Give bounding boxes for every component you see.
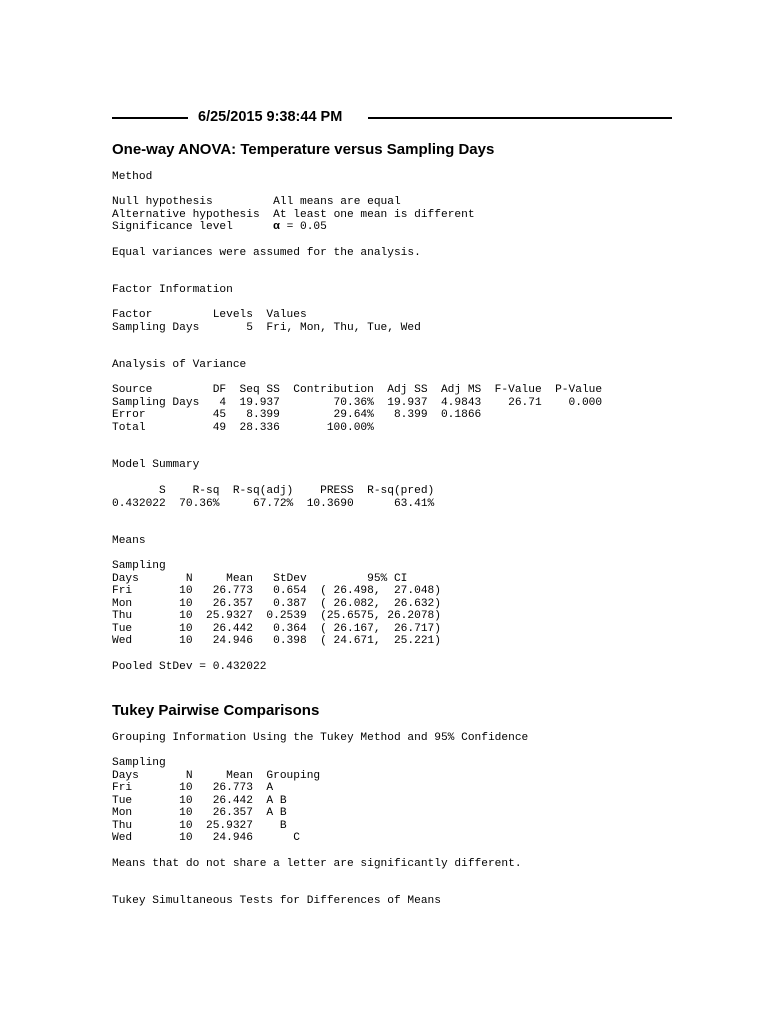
grouping-row-thu: Thu 10 25.9327 B (112, 819, 287, 832)
null-hypothesis-value: All means are equal (273, 196, 401, 208)
model-summary-heading: Model Summary (112, 459, 200, 471)
tukey-simultaneous-tests-heading: Tukey Simultaneous Tests for Differences of Means (112, 895, 441, 907)
grouping-information-heading: Grouping Information Using the Tukey Method and 95% Confidence (112, 732, 529, 744)
model-summary-header: S R-sq R-sq(adj) PRESS R-sq(pred) (112, 485, 435, 497)
equal-variances-note: Equal variances were assumed for the analysis. (112, 247, 421, 259)
tukey-title: Tukey Pairwise Comparisons (112, 702, 320, 719)
anova-table-header: Source DF Seq SS Contribution Adj SS Adj MS F-Value P-Value (112, 384, 603, 396)
grouping-header-line-2: Days N Mean Grouping (112, 769, 321, 782)
significance-level-row (112, 221, 327, 234)
separator-line-left (112, 117, 188, 119)
grouping-row-fri: Fri 10 26.773 A (112, 782, 274, 794)
grouping-row-mon: Mon 10 26.357 A B (112, 807, 287, 819)
means-row-tue: Tue 10 26.442 0.364 ( 26.167, 26.717) (112, 622, 441, 635)
means-row-thu: Thu 10 25.9327 0.2539 (25.6575, 26.2078) (112, 610, 441, 622)
factor-information-heading: Factor Information (112, 284, 233, 296)
anova-row-sampling-days: Sampling Days 4 19.937 70.36% 19.937 4.9843 26.71 0.000 (112, 396, 603, 409)
grouping-row-tue: Tue 10 26.442 A B (112, 794, 287, 807)
anova-row-total: Total 49 28.336 100.00% (112, 421, 374, 434)
session-timestamp: 6/25/2015 9:38:44 PM (198, 109, 343, 125)
means-row-wed: Wed 10 24.946 0.398 ( 24.671, 25.221) (112, 635, 441, 647)
timestamp-separator (112, 106, 672, 128)
alternative-hypothesis-label: Alternative hypothesis (112, 208, 274, 221)
significance-level-value: = 0.05 (279, 221, 327, 233)
factor-table-header: Factor Levels Values (112, 309, 307, 321)
pooled-stdev: Pooled StDev = 0.432022 (112, 661, 267, 673)
significance-note: Means that do not share a letter are significantly different. (112, 858, 522, 870)
grouping-row-wed: Wed 10 24.946 C (112, 832, 300, 844)
model-summary-row: 0.432022 70.36% 67.72% 10.3690 63.41% (112, 497, 435, 510)
means-header-line-1: Sampling (112, 560, 166, 572)
means-heading: Means (112, 535, 146, 547)
separator-line-right (368, 117, 672, 119)
significance-level-label: Significance level (112, 221, 274, 233)
factor-table-row: Sampling Days 5 Fri, Mon, Thu, Tue, Wed (112, 321, 421, 334)
null-hypothesis-row (112, 196, 401, 209)
anova-table-heading: Analysis of Variance (112, 359, 247, 371)
means-row-fri: Fri 10 26.773 0.654 ( 26.498, 27.048) (112, 585, 441, 597)
means-header-line-2: Days N Mean StDev 95% CI (112, 572, 408, 585)
method-heading: Method (112, 171, 153, 183)
means-row-mon: Mon 10 26.357 0.387 ( 26.082, 26.632) (112, 597, 441, 610)
null-hypothesis-label: Null hypothesis (112, 196, 274, 208)
grouping-header-line-1: Sampling (112, 757, 166, 769)
alternative-hypothesis-row (112, 209, 475, 222)
anova-row-error: Error 45 8.399 29.64% 8.399 0.1866 (112, 409, 482, 421)
alpha-symbol: α (273, 221, 280, 233)
alternative-hypothesis-value: At least one mean is different (273, 208, 475, 221)
anova-title: One-way ANOVA: Temperature versus Sampling Days (112, 141, 495, 158)
